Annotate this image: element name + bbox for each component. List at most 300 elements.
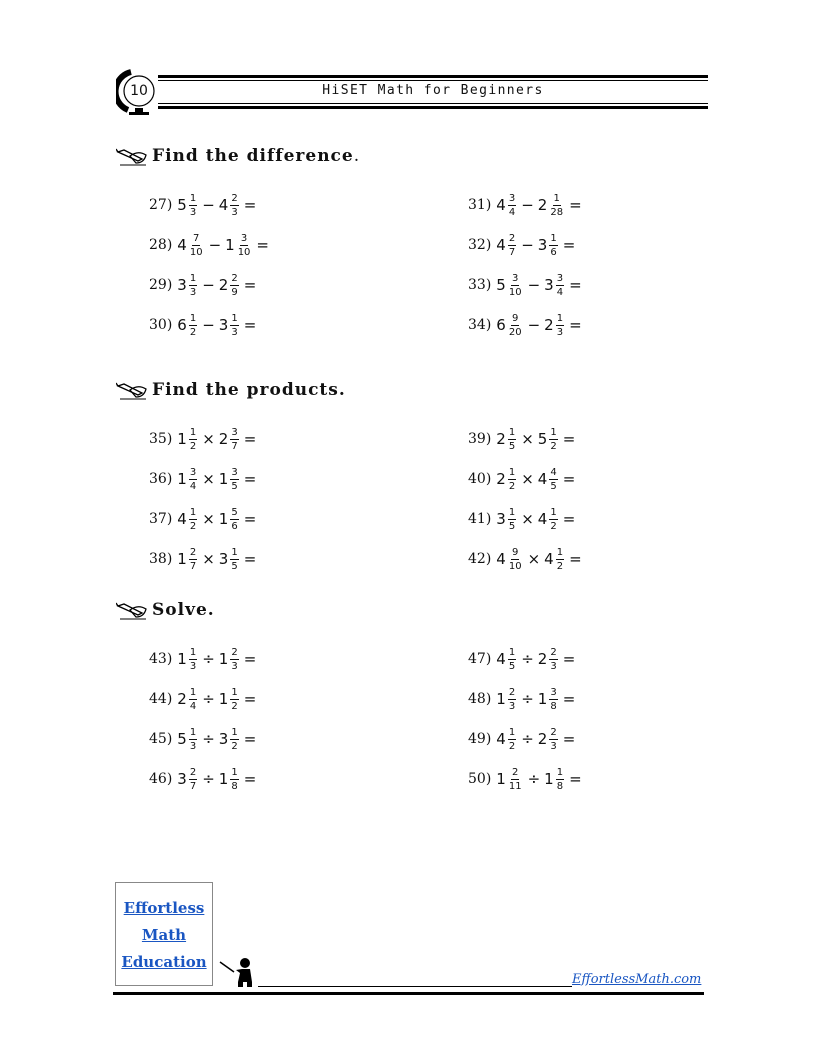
numerator: 2	[189, 766, 197, 778]
problem-number: 31)	[468, 197, 492, 213]
problem	[468, 721, 575, 757]
whole-part: 5	[177, 196, 187, 214]
whole-part: 1	[177, 430, 187, 448]
fraction	[189, 547, 197, 572]
numerator: 1	[556, 546, 564, 558]
whole-part: 4	[496, 550, 506, 568]
problem	[468, 227, 575, 263]
equals-sign: =	[562, 650, 576, 668]
denominator: 4	[508, 206, 516, 218]
denominator: 2	[189, 440, 197, 452]
problem-number: 49)	[468, 731, 492, 747]
mixed-number	[219, 193, 240, 218]
operator: −	[527, 276, 541, 294]
operator: ÷	[202, 650, 215, 668]
mixed-number	[177, 193, 198, 218]
problem-number: 45)	[149, 731, 173, 747]
fraction	[549, 193, 564, 218]
fraction	[508, 193, 516, 218]
problem-number: 41)	[468, 511, 492, 527]
operator: ×	[521, 510, 534, 528]
section-title: Find the products.	[152, 380, 346, 400]
denominator: 3	[231, 326, 238, 338]
website-link[interactable]: EffortlessMath.com	[572, 972, 702, 987]
equals-sign: =	[243, 770, 257, 788]
whole-part: 4	[496, 196, 506, 214]
denominator: 5	[508, 660, 516, 672]
operator: ×	[521, 430, 534, 448]
whole-part: 3	[537, 236, 548, 254]
fraction	[189, 507, 197, 532]
fraction	[189, 193, 197, 218]
operator: ×	[527, 550, 541, 568]
fraction	[556, 767, 564, 792]
equals-sign: =	[243, 730, 257, 748]
footer-rule	[113, 992, 704, 995]
problem	[468, 461, 575, 497]
denominator: 2	[556, 560, 564, 572]
fraction	[230, 547, 238, 572]
numerator: 1	[189, 426, 197, 438]
problem-number: 28)	[149, 237, 173, 253]
page-number: 10	[130, 83, 148, 99]
mixed-number	[496, 507, 517, 532]
numerator: 1	[231, 726, 238, 738]
whole-part: 1	[544, 770, 554, 788]
mixed-number	[177, 687, 198, 712]
denominator: 9	[231, 286, 238, 298]
writing-hand-icon	[116, 600, 148, 620]
problem	[149, 461, 256, 497]
teacher-icon	[218, 956, 258, 988]
denominator: 8	[231, 780, 238, 792]
page-header	[116, 68, 708, 118]
fraction	[508, 233, 516, 258]
whole-part: 2	[177, 690, 187, 708]
denominator: 3	[508, 700, 516, 712]
whole-part: 2	[537, 650, 548, 668]
denominator: 2	[550, 520, 557, 532]
problem-number: 43)	[149, 651, 173, 667]
fraction	[556, 273, 564, 298]
equals-sign: =	[243, 470, 257, 488]
equals-sign: =	[256, 236, 269, 254]
fraction	[508, 273, 523, 298]
fraction	[549, 233, 557, 258]
operator: ÷	[202, 770, 215, 788]
operator: −	[202, 196, 215, 214]
mixed-number	[177, 467, 198, 492]
numerator: 1	[231, 546, 238, 558]
numerator: 2	[512, 766, 519, 778]
whole-part: 1	[496, 690, 506, 708]
operator: ÷	[521, 690, 534, 708]
denominator: 5	[231, 560, 238, 572]
operator: −	[527, 316, 541, 334]
logo-line[interactable]: Effortless	[123, 899, 205, 917]
numerator: 1	[189, 686, 197, 698]
fraction	[230, 193, 238, 218]
denominator: 10	[189, 246, 203, 258]
problem	[468, 421, 575, 457]
equals-sign: =	[562, 236, 576, 254]
problem	[149, 721, 256, 757]
whole-part: 1	[177, 650, 187, 668]
whole-part: 5	[177, 730, 187, 748]
problem	[149, 307, 256, 343]
problem-number: 36)	[149, 471, 173, 487]
equals-sign: =	[562, 430, 576, 448]
mixed-number	[496, 687, 517, 712]
mixed-number	[538, 647, 559, 672]
mixed-number	[177, 233, 204, 258]
numerator: 2	[508, 232, 516, 244]
whole-part: 5	[537, 430, 548, 448]
problem-number: 47)	[468, 651, 492, 667]
problem	[468, 541, 582, 577]
denominator: 7	[508, 246, 516, 258]
fraction	[189, 427, 197, 452]
numerator: 9	[512, 546, 519, 558]
mixed-number	[219, 647, 240, 672]
denominator: 2	[189, 520, 197, 532]
denominator: 2	[508, 480, 516, 492]
equals-sign: =	[243, 550, 257, 568]
operator: −	[202, 316, 215, 334]
mixed-number	[538, 467, 559, 492]
denominator: 8	[556, 780, 564, 792]
whole-part: 1	[177, 470, 187, 488]
operator: ÷	[202, 730, 215, 748]
whole-part: 4	[218, 196, 229, 214]
numerator: 1	[189, 506, 197, 518]
mixed-number	[538, 233, 559, 258]
problem-number: 44)	[149, 691, 173, 707]
problem-number: 37)	[149, 511, 173, 527]
mixed-number	[496, 427, 517, 452]
equals-sign: =	[562, 730, 576, 748]
fraction	[189, 313, 197, 338]
mixed-number	[496, 233, 517, 258]
whole-part: 4	[496, 650, 506, 668]
whole-part: 4	[177, 236, 187, 254]
operator: −	[208, 236, 222, 254]
mixed-number	[496, 547, 523, 572]
whole-part: 2	[544, 316, 554, 334]
whole-part: 1	[218, 690, 229, 708]
mixed-number	[496, 727, 517, 752]
whole-part: 1	[218, 770, 229, 788]
problem	[149, 641, 256, 677]
fraction	[508, 727, 516, 752]
header-rule	[158, 106, 708, 109]
effortless-math-logo[interactable]	[115, 882, 213, 986]
mixed-number	[219, 507, 240, 532]
mixed-number	[219, 767, 240, 792]
whole-part: 1	[225, 236, 235, 254]
problem	[468, 187, 582, 223]
problem-number: 42)	[468, 551, 492, 567]
page-number-badge	[116, 68, 162, 120]
numerator: 2	[231, 646, 238, 658]
numerator: 1	[508, 426, 516, 438]
fraction	[508, 687, 516, 712]
operator: ÷	[202, 690, 215, 708]
denominator: 8	[550, 700, 557, 712]
numerator: 3	[231, 426, 238, 438]
mixed-number	[177, 727, 198, 752]
fraction	[189, 767, 197, 792]
denominator: 2	[508, 740, 516, 752]
fraction	[230, 767, 238, 792]
denominator: 7	[189, 560, 197, 572]
problem	[468, 761, 582, 797]
numerator: 3	[508, 192, 516, 204]
numerator: 2	[550, 726, 557, 738]
section-heading	[116, 600, 215, 620]
equals-sign: =	[569, 276, 582, 294]
denominator: 3	[231, 206, 238, 218]
fraction	[230, 427, 238, 452]
mixed-number	[177, 273, 198, 298]
denominator: 2	[550, 440, 557, 452]
operator: ×	[202, 470, 215, 488]
numerator: 3	[550, 686, 557, 698]
whole-part: 2	[537, 730, 548, 748]
numerator: 3	[240, 232, 248, 244]
whole-part: 1	[218, 470, 229, 488]
fraction	[549, 507, 557, 532]
whole-part: 2	[218, 430, 229, 448]
denominator: 3	[550, 740, 557, 752]
operator: ×	[202, 510, 215, 528]
fraction	[549, 467, 557, 492]
fraction	[189, 687, 197, 712]
denominator: 7	[231, 440, 238, 452]
equals-sign: =	[569, 770, 582, 788]
denominator: 7	[189, 780, 197, 792]
mixed-number	[544, 313, 565, 338]
mixed-number	[496, 273, 523, 298]
mixed-number	[219, 427, 240, 452]
numerator: 1	[231, 312, 238, 324]
equals-sign: =	[243, 690, 257, 708]
writing-hand-icon	[116, 146, 148, 166]
mixed-number	[496, 313, 523, 338]
equals-sign: =	[562, 510, 576, 528]
numerator: 1	[508, 726, 516, 738]
fraction	[189, 647, 197, 672]
equals-sign: =	[243, 196, 257, 214]
operator: ÷	[527, 770, 541, 788]
problem-number: 33)	[468, 277, 492, 293]
numerator: 9	[512, 312, 519, 324]
problem-number: 39)	[468, 431, 492, 447]
logo-line[interactable]: Math	[141, 926, 187, 944]
whole-part: 2	[496, 430, 506, 448]
mixed-number	[219, 313, 240, 338]
header-rule	[158, 80, 708, 81]
operator: ×	[521, 470, 534, 488]
numerator: 1	[553, 192, 560, 204]
fraction	[556, 547, 564, 572]
operator: ÷	[521, 730, 534, 748]
denominator: 2	[231, 700, 238, 712]
numerator: 1	[189, 272, 197, 284]
fraction	[508, 767, 523, 792]
whole-part: 3	[177, 770, 187, 788]
numerator: 4	[550, 466, 557, 478]
fraction	[549, 647, 557, 672]
mixed-number	[538, 687, 559, 712]
numerator: 7	[193, 232, 200, 244]
fraction	[549, 727, 557, 752]
header-rule	[158, 103, 708, 104]
mixed-number	[177, 647, 198, 672]
whole-part: 6	[177, 316, 187, 334]
fraction	[237, 233, 252, 258]
operator: −	[521, 196, 534, 214]
numerator: 1	[189, 192, 197, 204]
whole-part: 1	[177, 550, 187, 568]
numerator: 1	[508, 506, 516, 518]
whole-part: 3	[177, 276, 187, 294]
whole-part: 4	[496, 236, 506, 254]
operator: ×	[202, 550, 215, 568]
problem	[149, 227, 269, 263]
mixed-number	[219, 687, 240, 712]
whole-part: 3	[218, 550, 229, 568]
numerator: 1	[550, 426, 557, 438]
denominator: 10	[237, 246, 251, 258]
footer-rule	[258, 986, 572, 987]
problem-number: 27)	[149, 197, 173, 213]
numerator: 1	[231, 766, 238, 778]
whole-part: 4	[496, 730, 506, 748]
numerator: 1	[550, 506, 557, 518]
numerator: 2	[550, 646, 557, 658]
denominator: 4	[556, 286, 564, 298]
section-title: Find the difference.	[152, 146, 361, 166]
problem	[149, 501, 256, 537]
denominator: 11	[508, 780, 522, 792]
whole-part: 4	[537, 510, 548, 528]
equals-sign: =	[243, 510, 257, 528]
whole-part: 1	[496, 770, 506, 788]
denominator: 3	[189, 740, 197, 752]
mixed-number	[496, 767, 523, 792]
denominator: 2	[231, 740, 238, 752]
fraction	[230, 273, 238, 298]
whole-part: 3	[218, 730, 229, 748]
mixed-number	[219, 467, 240, 492]
whole-part: 1	[218, 650, 229, 668]
fraction	[230, 467, 238, 492]
denominator: 3	[231, 660, 238, 672]
fraction	[230, 507, 238, 532]
problem	[468, 641, 575, 677]
writing-hand-icon	[116, 380, 148, 400]
fraction	[508, 313, 523, 338]
numerator: 1	[189, 312, 197, 324]
fraction	[549, 427, 557, 452]
numerator: 3	[556, 272, 564, 284]
denominator: 3	[189, 660, 197, 672]
fraction	[508, 467, 516, 492]
whole-part: 1	[537, 690, 548, 708]
whole-part: 3	[218, 316, 229, 334]
denominator: 6	[231, 520, 238, 532]
numerator: 1	[508, 646, 516, 658]
numerator: 1	[556, 312, 564, 324]
problem	[149, 267, 256, 303]
whole-part: 2	[537, 196, 548, 214]
mixed-number	[177, 313, 198, 338]
fraction	[230, 687, 238, 712]
problem-number: 34)	[468, 317, 492, 333]
operator: ×	[202, 430, 215, 448]
problem-number: 46)	[149, 771, 173, 787]
equals-sign: =	[562, 690, 576, 708]
section-heading	[116, 146, 360, 166]
logo-line[interactable]: Education	[121, 953, 207, 971]
fraction	[230, 727, 238, 752]
fraction	[189, 273, 197, 298]
mixed-number	[219, 273, 240, 298]
operator: ÷	[521, 650, 534, 668]
mixed-number	[496, 193, 517, 218]
mixed-number	[177, 547, 198, 572]
numerator: 1	[508, 466, 516, 478]
denominator: 2	[189, 326, 197, 338]
numerator: 2	[231, 272, 238, 284]
fraction	[230, 313, 238, 338]
problem-number: 38)	[149, 551, 173, 567]
problem-number: 48)	[468, 691, 492, 707]
mixed-number	[544, 273, 565, 298]
equals-sign: =	[243, 650, 257, 668]
equals-sign: =	[243, 316, 257, 334]
problem-number: 40)	[468, 471, 492, 487]
whole-part: 2	[218, 276, 229, 294]
mixed-number	[544, 547, 565, 572]
whole-part: 4	[177, 510, 187, 528]
whole-part: 4	[537, 470, 548, 488]
section-heading	[116, 380, 346, 400]
denominator: 28	[550, 206, 564, 218]
numerator: 1	[231, 686, 238, 698]
mixed-number	[538, 193, 565, 218]
whole-part: 6	[496, 316, 506, 334]
mixed-number	[225, 233, 252, 258]
numerator: 1	[189, 646, 197, 658]
whole-part: 3	[496, 510, 506, 528]
book-title: HiSET Math for Beginners	[322, 83, 544, 98]
whole-part: 4	[544, 550, 554, 568]
fraction	[508, 427, 516, 452]
header-rule	[158, 75, 708, 78]
mixed-number	[219, 727, 240, 752]
numerator: 2	[231, 192, 238, 204]
problem	[149, 187, 256, 223]
problem-number: 35)	[149, 431, 173, 447]
fraction	[189, 467, 197, 492]
numerator: 1	[550, 232, 557, 244]
problem	[149, 761, 256, 797]
denominator: 4	[189, 700, 197, 712]
problem	[468, 681, 575, 717]
numerator: 1	[189, 726, 197, 738]
